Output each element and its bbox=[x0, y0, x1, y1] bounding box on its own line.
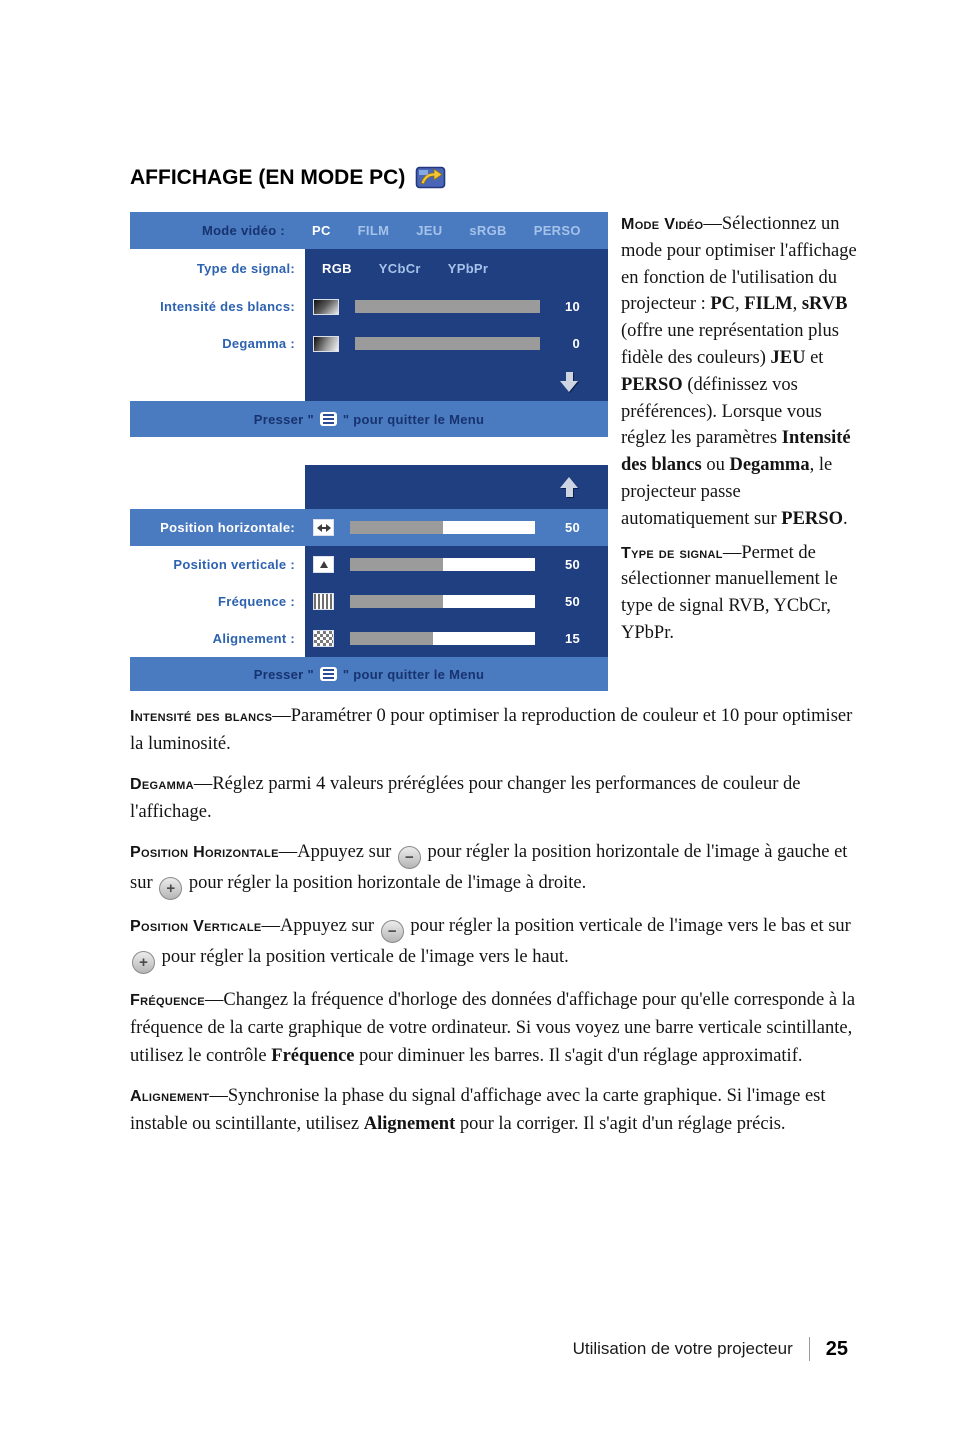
scroll-down-row bbox=[130, 362, 608, 401]
slider-fill bbox=[350, 521, 443, 534]
slider-fill bbox=[350, 595, 443, 608]
exit-text-suffix: " pour quitter le Menu bbox=[342, 411, 485, 427]
paragraph-white-intensity bbox=[130, 702, 867, 758]
frequency-control bbox=[305, 583, 608, 620]
text-segment: PERSO bbox=[781, 508, 843, 529]
vertical-position-label bbox=[130, 546, 305, 583]
slider-fill bbox=[355, 300, 540, 313]
paragraph-degamma bbox=[130, 770, 867, 826]
text-segment: , bbox=[735, 294, 745, 315]
vertical-position-value: 50 bbox=[564, 557, 580, 572]
exit-text-prefix: Presser " bbox=[253, 411, 314, 427]
text-segment: (offre une représentation plus fidèle des couleurs) bbox=[621, 321, 839, 368]
text-segment: Intensité des blancs bbox=[621, 428, 851, 476]
white-intensity-label bbox=[130, 288, 305, 325]
frequency-row bbox=[130, 583, 608, 620]
text-segment: Fréquence bbox=[271, 1046, 355, 1066]
mode-option-film: FILM bbox=[357, 223, 390, 238]
paragraph-tracking bbox=[130, 1082, 867, 1138]
frequency-slider bbox=[350, 595, 535, 608]
exit-menu-bar bbox=[130, 657, 608, 691]
frequency-value: 50 bbox=[564, 594, 580, 609]
text-segment: sRVB bbox=[801, 294, 848, 315]
text-segment: PC bbox=[710, 294, 736, 315]
text-segment: pour diminuer les barres. Il s'agit d'un réglage approximatif. bbox=[354, 1046, 803, 1066]
minus-circle-icon: − bbox=[381, 920, 404, 943]
text-segment: Mode Vidéo bbox=[621, 215, 704, 233]
signal-option-ycbcr: YCbCr bbox=[378, 261, 421, 276]
tracking-icon bbox=[313, 630, 334, 647]
scroll-up-row bbox=[130, 465, 608, 509]
signal-type-row bbox=[130, 249, 608, 288]
text-segment: JEU bbox=[770, 347, 806, 368]
display-mode-icon bbox=[415, 164, 446, 191]
text-segment: —Appuyez sur bbox=[261, 916, 379, 936]
body-text bbox=[130, 702, 867, 1150]
exit-text-suffix: " pour quitter le Menu bbox=[342, 666, 485, 682]
vertical-position-slider bbox=[350, 558, 535, 571]
paragraph-frequency bbox=[130, 986, 867, 1070]
frequency-label bbox=[130, 583, 305, 620]
horizontal-position-control bbox=[305, 509, 608, 546]
signal-option-ypbpr: YPbPr bbox=[447, 261, 489, 276]
degamma-value: 0 bbox=[572, 336, 580, 351]
degamma-icon bbox=[313, 336, 339, 352]
text-segment: —Sélectionnez un mode pour optimiser l'affichage en fonction de l'utilisation du projecteur : bbox=[621, 214, 857, 315]
text-segment: pour la corriger. Il s'agit d'un réglage précis. bbox=[455, 1114, 786, 1134]
text-segment: . bbox=[842, 508, 848, 529]
exit-menu-bar bbox=[130, 401, 608, 437]
slider-fill bbox=[355, 337, 540, 350]
plus-circle-icon: + bbox=[132, 951, 155, 974]
vertical-position-control bbox=[305, 546, 608, 583]
horizontal-position-icon bbox=[313, 519, 334, 536]
up-arrow-icon bbox=[560, 477, 578, 497]
white-intensity-icon bbox=[313, 299, 339, 315]
degamma-row bbox=[130, 325, 608, 362]
empty-left-cell bbox=[130, 362, 305, 401]
page-title: AFFICHAGE (EN MODE PC) bbox=[130, 165, 406, 189]
text-segment: pour régler la position horizontale de l'image à droite. bbox=[184, 873, 587, 893]
text-segment: —Appuyez sur bbox=[278, 842, 396, 862]
text-segment: , bbox=[792, 294, 802, 315]
degamma-control bbox=[305, 325, 608, 362]
paragraph-video-mode bbox=[621, 211, 866, 533]
footer-text: Utilisation de votre projecteur bbox=[572, 1339, 793, 1358]
white-intensity-label-text: Intensité des blancs: bbox=[160, 299, 295, 314]
horizontal-position-value: 50 bbox=[564, 520, 580, 535]
text-segment: Alignement bbox=[363, 1114, 456, 1134]
text-segment: Alignement bbox=[130, 1087, 210, 1105]
white-intensity-slider bbox=[355, 300, 540, 313]
osd-screenshot-pc-mode bbox=[130, 212, 608, 437]
text-segment: —Permet de sélectionner manuellement le type de signal RVB, YCbCr, YPbPr. bbox=[621, 542, 838, 643]
text-segment: PERSO bbox=[621, 374, 683, 395]
paragraph-horizontal-position bbox=[130, 838, 867, 900]
side-column bbox=[621, 211, 866, 654]
paragraph-vertical-position bbox=[130, 912, 867, 974]
scroll-down-cell bbox=[305, 362, 608, 401]
video-mode-bar bbox=[130, 212, 608, 249]
white-intensity-row bbox=[130, 288, 608, 325]
text-segment: Type de signal bbox=[621, 543, 723, 562]
text-segment: et bbox=[805, 347, 824, 368]
tracking-label-text: Alignement : bbox=[212, 631, 295, 646]
text-segment: ou bbox=[701, 455, 730, 476]
text-segment: (définissez vos préférences). Lorsque vous réglez les paramètres bbox=[621, 374, 822, 449]
white-intensity-control bbox=[305, 288, 608, 325]
signal-option-rgb: RGB bbox=[322, 261, 352, 276]
osd-screenshot-position bbox=[130, 465, 608, 691]
slider-fill bbox=[350, 632, 433, 645]
text-segment: —Réglez parmi 4 valeurs préréglées pour changer les performances de couleur de l'affichage. bbox=[130, 774, 801, 822]
mode-option-srgb: sRGB bbox=[469, 223, 507, 238]
tracking-control bbox=[305, 620, 608, 657]
plus-circle-icon: + bbox=[159, 877, 182, 900]
text-segment: FILM bbox=[744, 294, 793, 315]
text-segment: pour régler la position verticale de l'image vers le haut. bbox=[157, 947, 569, 967]
text-segment: Position Horizontale bbox=[130, 843, 279, 861]
tracking-value: 15 bbox=[564, 631, 580, 646]
empty-left-cell bbox=[130, 465, 305, 509]
signal-type-label bbox=[130, 249, 305, 288]
text-segment: pour régler la position horizontale de l'image à gauche et sur bbox=[130, 842, 848, 893]
text-segment: —Changez la fréquence d'horloge des données d'affichage pour qu'elle corresponde à la fréquence de la carte graphique de votre ordinateur. Si vous voyez une barre verticale scintillante, utilisez le contrôle bbox=[130, 990, 856, 1066]
footer-divider bbox=[809, 1337, 810, 1361]
text-segment: Degamma bbox=[130, 775, 194, 793]
paragraph-signal-type bbox=[621, 540, 866, 647]
frequency-icon bbox=[313, 593, 334, 610]
horizontal-position-label-text: Position horizontale: bbox=[160, 520, 295, 535]
page-number: 25 bbox=[825, 1337, 848, 1360]
tracking-label bbox=[130, 620, 305, 657]
vertical-position-row bbox=[130, 546, 608, 583]
horizontal-position-slider bbox=[350, 521, 535, 534]
video-mode-label: Mode vidéo : bbox=[201, 223, 285, 238]
vertical-position-label-text: Position verticale : bbox=[173, 557, 295, 572]
minus-circle-icon: − bbox=[398, 846, 421, 869]
horizontal-position-label bbox=[130, 509, 305, 546]
text-segment: —Paramétrer 0 pour optimiser la reproduction de couleur et 10 pour optimiser la luminosité. bbox=[130, 706, 853, 754]
menu-button-icon bbox=[320, 667, 337, 681]
scroll-up-cell bbox=[305, 465, 608, 509]
tracking-row bbox=[130, 620, 608, 657]
menu-button-icon bbox=[320, 412, 337, 426]
mode-option-perso: PERSO bbox=[533, 223, 581, 238]
text-segment: pour régler la position verticale de l'image vers le bas et sur bbox=[405, 916, 851, 936]
horizontal-position-row bbox=[130, 509, 608, 546]
down-arrow-icon bbox=[560, 372, 578, 392]
text-segment: Fréquence bbox=[130, 991, 205, 1009]
text-segment: Position Verticale bbox=[130, 917, 262, 935]
tracking-slider bbox=[350, 632, 535, 645]
text-segment: —Synchronise la phase du signal d'affichage avec la carte graphique. Si l'image est instable ou scintillante, utilisez bbox=[130, 1086, 826, 1134]
signal-type-label-text: Type de signal: bbox=[196, 261, 295, 276]
frequency-label-text: Fréquence : bbox=[218, 594, 295, 609]
slider-fill bbox=[350, 558, 443, 571]
vertical-position-icon bbox=[313, 556, 334, 573]
white-intensity-value: 10 bbox=[564, 299, 580, 314]
degamma-label-text: Degamma : bbox=[222, 336, 295, 351]
page-footer bbox=[573, 1337, 848, 1361]
mode-option-jeu: JEU bbox=[416, 223, 443, 238]
video-mode-options bbox=[312, 223, 581, 238]
degamma-slider bbox=[355, 337, 540, 350]
mode-option-pc: PC bbox=[312, 223, 331, 238]
section-title-row bbox=[130, 164, 446, 191]
text-segment: Degamma bbox=[729, 455, 810, 476]
text-segment: Intensité des blancs bbox=[130, 707, 273, 725]
signal-type-values bbox=[305, 249, 608, 288]
exit-text-prefix: Presser " bbox=[253, 666, 314, 682]
degamma-label bbox=[130, 325, 305, 362]
text-segment: , le projecteur passe automatiquement sur bbox=[621, 455, 833, 529]
